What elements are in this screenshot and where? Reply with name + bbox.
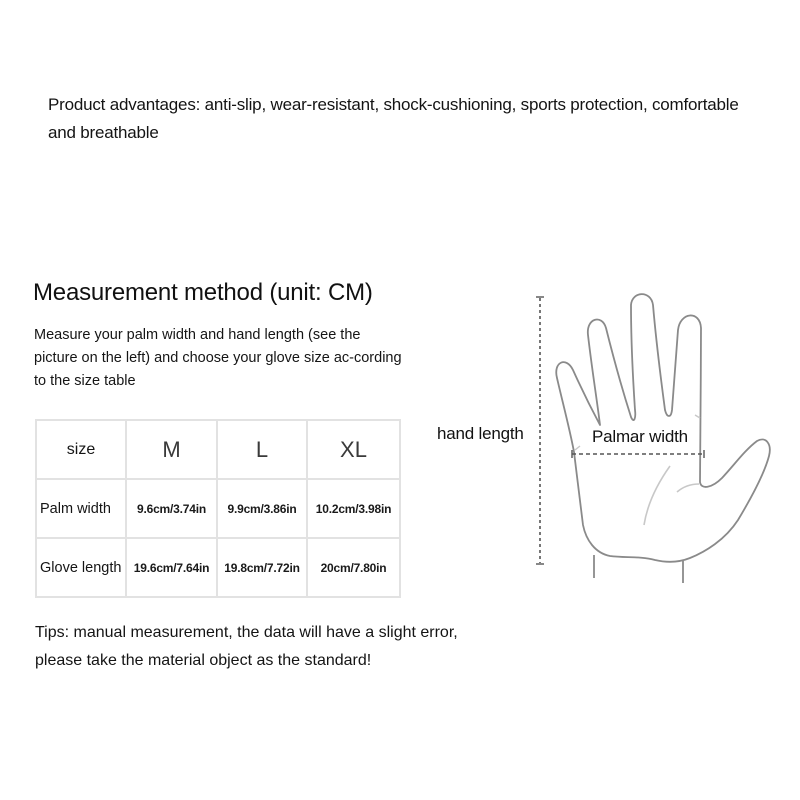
tips-line-1: Tips: manual measurement, the data will have a slight error, [35,624,458,641]
palm-crease-2 [677,484,699,492]
table-cell: 19.8cm/7.72in [217,538,307,597]
row-label: Glove length [36,538,126,597]
row-label: Palm width [36,479,126,538]
measurement-method-description: Measure your palm width and hand length (see the picture on the left) and choose your glove size ac-cording to the size table [34,327,402,389]
table-cell: 10.2cm/3.98in [307,479,400,538]
tips-line-2: please take the material object as the standard! [35,652,372,669]
palmar-width-label: Palmar width [592,427,688,446]
measurement-method-title: Measurement method (unit: CM) [33,279,373,306]
table-cell: 9.9cm/3.86in [217,479,307,538]
palm-crease-4 [695,415,700,418]
size-table [35,419,401,598]
size-header-xl: XL [307,420,400,479]
tips-text [35,619,555,675]
palm-crease-3 [575,446,580,450]
product-advantages-text: Product advantages: anti-slip, wear-resistant, shock-cushioning, sports protection, comfortable and breathable [48,95,739,142]
palm-crease-1 [644,466,670,525]
table-cell: 20cm/7.80in [307,538,400,597]
table-cell: 19.6cm/7.64in [126,538,217,597]
hand-length-label: hand length [437,424,524,443]
table-row-palm-width [36,479,400,538]
size-header-m: M [126,420,217,479]
size-header-l: L [217,420,307,479]
table-row-glove-length [36,538,400,597]
table-cell: 9.6cm/3.74in [126,479,217,538]
size-header-label: size [36,420,126,479]
size-table-header-row [36,420,400,479]
